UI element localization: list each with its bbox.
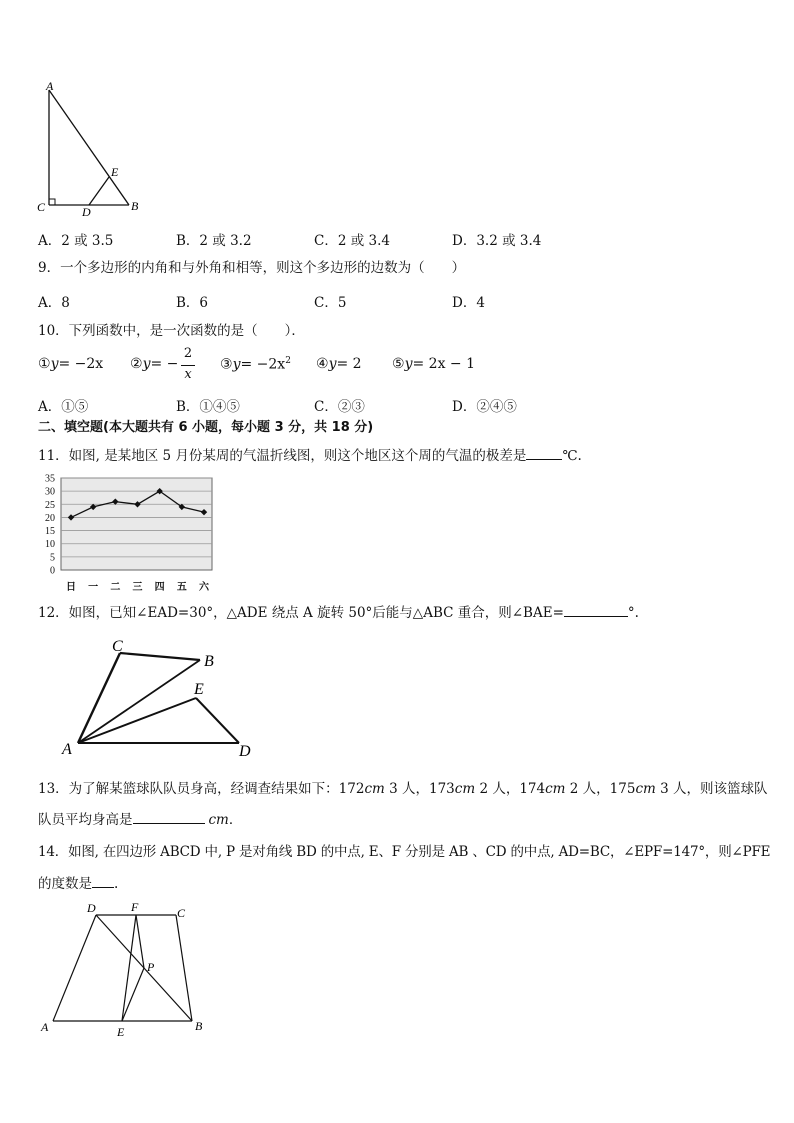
y-tick-label: 15	[45, 526, 55, 538]
q10-function-1: ①y= −2x	[38, 356, 104, 372]
y-tick-label: 5	[50, 552, 55, 564]
q13-line1: 13．为了解某篮球队队员身高，经调查结果如下：172cm 3 人，173cm 2 人，174cm 2 人，175cm 3 人，则该篮球队	[38, 781, 768, 797]
q12-stem: 12．如图，已知∠EAD=30°，△ADE 绕点 A 旋转 50°后能与△ABC 重合，则∠BAE= °.	[38, 605, 639, 621]
q8-option-c[interactable]: C．2 或 3.4	[314, 233, 390, 249]
q12-answer-blank[interactable]	[564, 603, 628, 617]
q14-answer-blank[interactable]	[92, 874, 114, 888]
label-D: D	[87, 901, 96, 915]
q14-line2: 的度数是 .	[38, 876, 119, 892]
q9-option-b[interactable]: B．6	[176, 295, 209, 311]
q8-option-d[interactable]: D．3.2 或 3.4	[452, 233, 542, 249]
x-tick-label: 日	[66, 582, 76, 593]
y-tick-label: 25	[45, 499, 55, 511]
q14-line1: 14．如图, 在四边形 ABCD 中, P 是对角线 BD 的中点, E、F 分别是 AB 、CD 的中点, AD=BC，∠EPF=147°，则∠PFE	[38, 844, 771, 860]
x-tick-label: 四	[154, 582, 165, 593]
y-tick-label: 0	[50, 565, 55, 577]
label-A: A	[62, 741, 72, 758]
y-tick-label: 35	[45, 473, 55, 485]
y-tick-label: 10	[45, 539, 55, 551]
label-B: B	[195, 1019, 203, 1033]
q12-rotation-figure	[56, 632, 266, 762]
label-E: E	[117, 1025, 125, 1039]
label-P: P	[147, 960, 155, 974]
q9-option-a[interactable]: A．8	[38, 295, 70, 311]
y-tick-label: 30	[45, 486, 55, 498]
label-B: B	[204, 653, 214, 670]
x-tick-label: 二	[110, 582, 121, 593]
q10-function-5: ⑤y= 2x − 1	[392, 356, 476, 372]
q9-stem: 9．一个多边形的内角和与外角和相等，则这个多边形的边数为（ ）	[38, 260, 466, 276]
q9-option-d[interactable]: D．4	[452, 295, 485, 311]
label-C: C	[112, 638, 123, 655]
q13-line2: 队员平均身高是 cm．	[38, 812, 243, 828]
label-B: B	[131, 199, 139, 213]
q10-function-3: ③y= $-2x^2$	[220, 356, 291, 373]
label-F: F	[131, 900, 139, 914]
q10-option-c[interactable]: C．②③	[314, 399, 365, 415]
q10-stem: 10．下列函数中，是一次函数的是（ ）．	[38, 323, 305, 339]
label-A: A	[41, 1020, 49, 1034]
q8-triangle-figure	[34, 78, 154, 218]
q11-stem: 11．如图, 是某地区 5 月份某周的气温折线图，则这个地区这个周的气温的极差是 ℃.	[38, 448, 582, 464]
q10-option-d[interactable]: D．②④⑤	[452, 399, 517, 415]
x-tick-label: 五	[176, 582, 187, 593]
q9-option-c[interactable]: C．5	[314, 295, 347, 311]
section-title: 二、填空题(本大题共有 6 小题，每小题 3 分，共 18 分)	[38, 420, 374, 435]
plot-area	[61, 478, 212, 570]
q11-answer-blank[interactable]	[526, 446, 562, 460]
q8-option-b[interactable]: B．2 或 3.2	[176, 233, 252, 249]
y-tick-label: 20	[45, 512, 55, 524]
label-E: E	[194, 681, 204, 698]
temperature-line-chart	[34, 472, 224, 594]
q8-option-a[interactable]: A．2 或 3.5	[38, 233, 114, 249]
q10-function-4: ④y= 2	[316, 356, 362, 372]
x-tick-label: 三	[132, 582, 143, 593]
label-C: C	[177, 906, 186, 920]
x-tick-label: 一	[88, 582, 99, 593]
label-C: C	[37, 200, 46, 214]
label-D: D	[82, 205, 91, 218]
label-A: A	[46, 79, 54, 93]
q10-option-b[interactable]: B．①④⑤	[176, 399, 240, 415]
label-D: D	[239, 743, 251, 760]
q10-option-a[interactable]: A．①⑤	[38, 399, 89, 415]
q14-quadrilateral-figure	[36, 898, 216, 1044]
label-E: E	[111, 165, 119, 179]
x-tick-label: 六	[199, 582, 209, 593]
q13-answer-blank[interactable]	[133, 810, 205, 824]
